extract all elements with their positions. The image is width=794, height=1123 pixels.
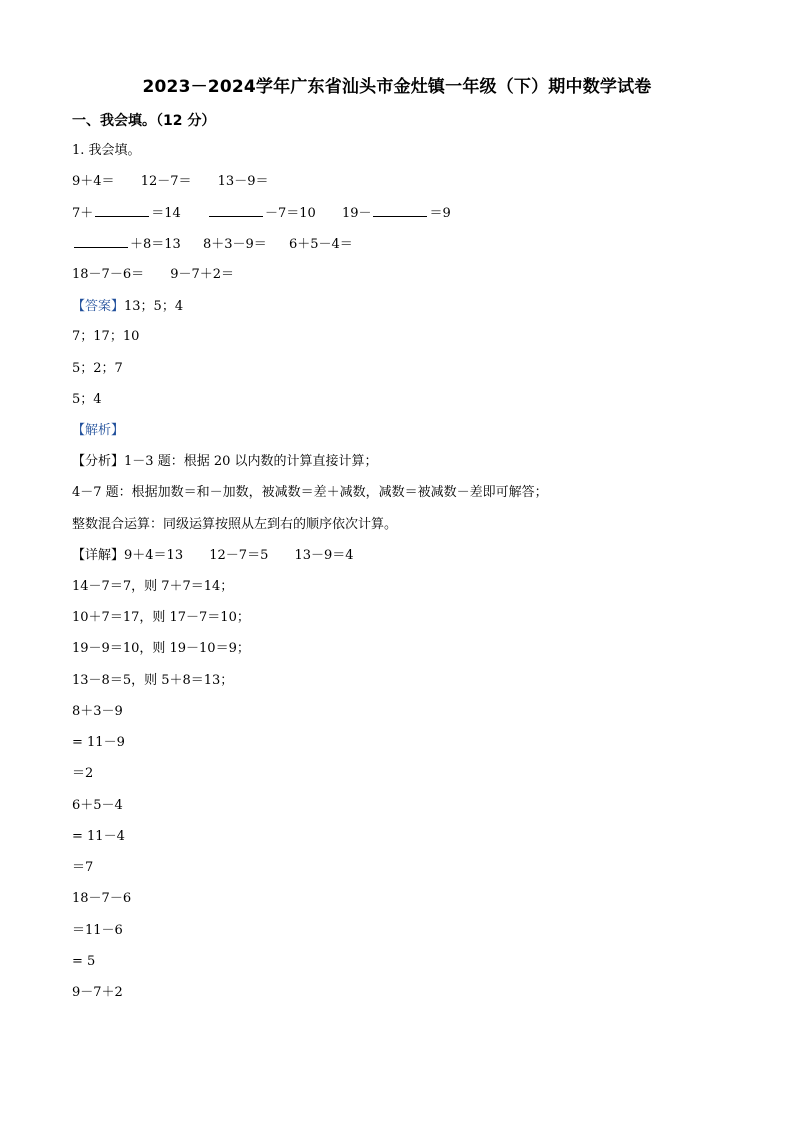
blank-7 xyxy=(74,235,128,248)
detail-step: 8＋3－9 xyxy=(72,704,123,719)
section-heading: 一、我会填。（12 分） xyxy=(72,113,216,129)
expr-2: 12－7＝ xyxy=(140,174,192,189)
detail-step: ＝7 xyxy=(72,860,94,875)
expr-3: 13－9＝ xyxy=(217,174,269,189)
expr-7-post: ＋8＝13 xyxy=(130,237,181,252)
expr-1: 9＋4＝ xyxy=(72,174,115,189)
detail-step: ＝11－6 xyxy=(72,923,123,938)
detail-step: = 11－9 xyxy=(72,735,125,750)
analysis-line-3: 整数混合运算：同级运算按照从左到右的顺序依次计算。 xyxy=(72,517,398,532)
analysis-line-2: 4－7 题：根据加数＝和－加数，被减数＝差＋减数，减数＝被减数－差即可解答； xyxy=(72,485,548,500)
question-label: 1. 我会填。 xyxy=(72,143,141,158)
detail-step: 18－7－6 xyxy=(72,891,132,906)
fenxi-tag: 【分析】 xyxy=(72,454,125,469)
detail-step: 19－9＝10，则 19－10＝9； xyxy=(72,641,250,656)
detail-step: 6＋5－4 xyxy=(72,798,123,813)
expr-4-pre: 7＋ xyxy=(72,206,94,221)
answer-line-3: 5；2；7 xyxy=(72,361,123,376)
answer-line-2: 7；17；10 xyxy=(72,329,140,344)
question-row-4 xyxy=(72,266,234,284)
expr-4-post: ＝14 xyxy=(151,206,181,221)
detail-tag: 【详解】 xyxy=(72,548,125,563)
answer-tag: 【答案】 xyxy=(72,299,125,314)
blank-5 xyxy=(209,204,263,217)
analysis-tag: 【解析】 xyxy=(72,423,125,438)
detail-expr-1: 9＋4＝13 xyxy=(124,548,184,563)
detail-line-1 xyxy=(72,547,354,565)
detail-step: ＝2 xyxy=(72,766,94,781)
page-title: 2023－2024学年广东省汕头市金灶镇一年级（下）期中数学试卷 xyxy=(142,77,652,97)
expr-11: 9－7＋2＝ xyxy=(170,267,235,282)
expr-8: 8＋3－9＝ xyxy=(202,237,267,252)
blank-4 xyxy=(95,204,149,217)
blank-6 xyxy=(373,204,427,217)
detail-step: = 11－4 xyxy=(72,829,125,844)
question-row-2 xyxy=(72,204,451,223)
expr-10: 18－7－6＝ xyxy=(72,267,145,282)
question-row-1 xyxy=(72,173,268,191)
analysis-line-1 xyxy=(72,453,378,471)
expr-9: 6＋5－4＝ xyxy=(288,237,353,252)
expr-5-post: －7＝10 xyxy=(264,206,316,221)
detail-step: 14－7＝7，则 7＋7＝14； xyxy=(72,579,234,594)
detail-expr-3: 13－9＝4 xyxy=(294,548,354,563)
detail-step: = 5 xyxy=(72,954,96,969)
answer-line-4: 5；4 xyxy=(72,392,102,407)
answer-line-1 xyxy=(72,298,183,316)
detail-step: 10＋7＝17，则 17－7＝10； xyxy=(72,610,250,625)
fenxi-text-1: 1－3 题：根据 20 以内数的计算直接计算； xyxy=(124,454,378,469)
question-row-3 xyxy=(72,235,353,254)
detail-expr-2: 12－7＝5 xyxy=(209,548,269,563)
expr-6-pre: 19－ xyxy=(341,206,372,221)
expr-6-post: ＝9 xyxy=(429,206,451,221)
answer-text-1: 13；5；4 xyxy=(124,299,184,314)
detail-step: 13－8＝5，则 5＋8＝13； xyxy=(72,673,234,688)
detail-step: 9－7＋2 xyxy=(72,985,123,1000)
